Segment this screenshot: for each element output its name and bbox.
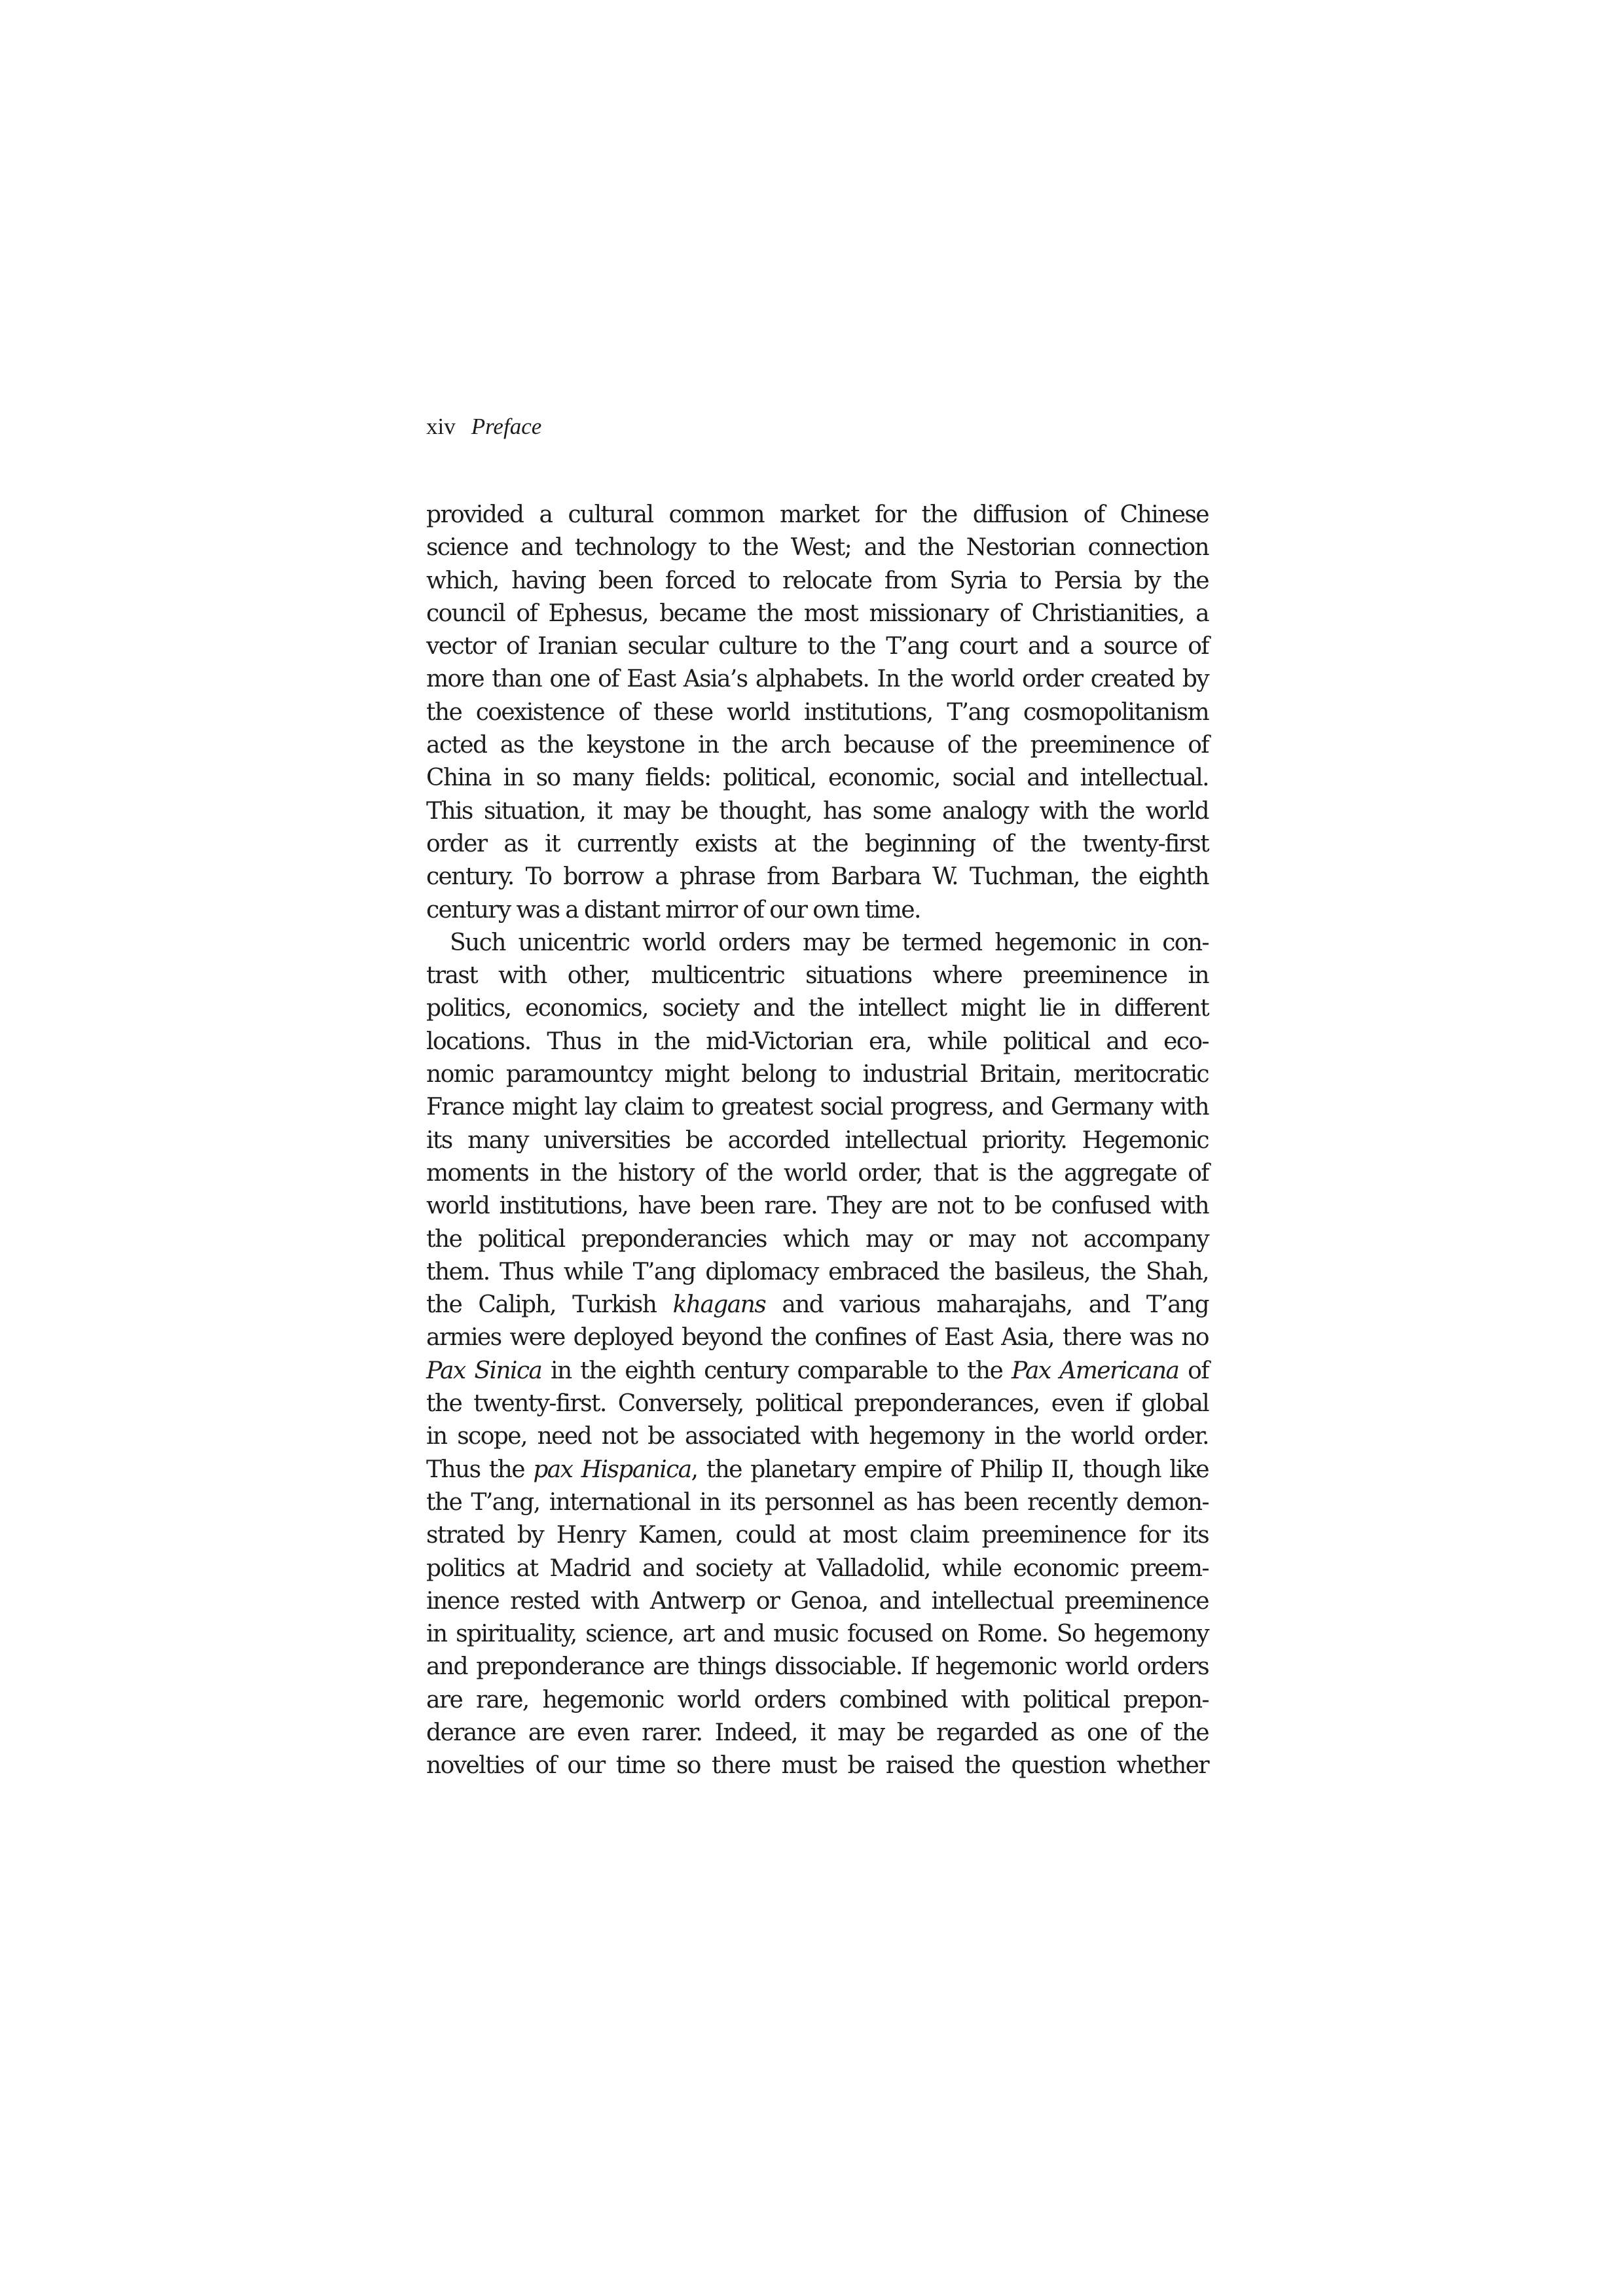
text-line [426,1585,1209,1618]
text-line [426,1157,1209,1190]
text-line [426,729,1209,762]
text-run: Such unicentric world orders may be termed hegemonic in con- [450,929,1209,956]
text-run: politics, economics, society and the intellect might lie in different [426,995,1209,1022]
text-run: the T’ang, international in its personnel as has been recently demon- [426,1488,1209,1516]
text-run: moments in the history of the world order, that is the aggregate of [426,1159,1209,1187]
text-line [426,762,1209,795]
italic-term: khagans [672,1291,766,1319]
text-line [426,960,1209,992]
text-run: politics at Madrid and society at Valladolid, while economic preem- [426,1554,1209,1582]
text-line [426,1552,1209,1585]
text-run: the twenty-first. Conversely, political preponderances, even if global [426,1390,1209,1418]
text-run: , the planetary empire of Philip II, though like [691,1456,1209,1483]
text-line [426,598,1209,630]
text-run: in the eighth century comparable to the [541,1357,1012,1384]
text-line [426,1026,1209,1058]
text-run: council of Ephesus, became the most missionary of Christianities, a [426,600,1209,627]
text-run: in spirituality, science, art and music focused on Rome. So hegemony [426,1621,1209,1648]
text-run: its many universities be accorded intellectual priority. Hegemonic [426,1126,1209,1154]
text-run: Thus the [426,1456,534,1483]
text-line [426,1321,1209,1354]
text-run: vector of Iranian secular culture to the T’ang court and a source of [426,633,1209,660]
text-run: strated by Henry Kamen, could at most claim preeminence for its [426,1522,1209,1549]
text-line [426,1651,1209,1683]
text-run: trast with other, multicentric situations where preeminence in [426,962,1209,990]
text-line [426,1355,1209,1388]
text-run: of [1178,1357,1209,1384]
text-line [426,1058,1209,1091]
text-line [426,531,1209,564]
text-run: derance are even rarer. Indeed, it may be regarded as one of the [426,1719,1209,1746]
section-title: Preface [471,414,542,439]
text-line [426,499,1209,531]
text-line [426,565,1209,598]
text-line [426,663,1209,696]
text-line [426,1618,1209,1651]
text-line [426,1223,1209,1256]
text-run: science and technology to the West; and the Nestorian connection [426,534,1209,562]
text-line [426,1124,1209,1157]
text-run: the Caliph, Turkish [426,1291,673,1319]
text-run: the political preponderancies which may or may not accompany [426,1225,1209,1253]
text-line [426,927,1209,960]
text-run: world institutions, have been rare. They are not to be confused with [426,1193,1209,1220]
text-line [426,1519,1209,1552]
text-run: more than one of East Asia’s alphabets. In the world order created by [426,666,1209,693]
text-run: them. Thus while T’ang diplomacy embraced the basileus, the Shah, [426,1258,1209,1285]
text-run: provided a cultural common market for the diffusion of Chinese [426,501,1209,528]
body-text [426,499,1209,1783]
italic-term: Pax Sinica [426,1357,542,1384]
text-line [426,828,1209,861]
text-run: which, having been forced to relocate from Syria to Persia by the [426,567,1209,594]
page-number: xiv [426,414,456,439]
text-run: century was a distant mirror of our own time. [426,896,921,924]
text-run: order as it currently exists at the beginning of the twenty-first [426,830,1209,857]
text-line [426,630,1209,663]
text-line [426,1454,1209,1486]
text-line [426,1190,1209,1223]
text-line [426,1091,1209,1124]
text-run: are rare, hegemonic world orders combined with political prepon- [426,1686,1209,1713]
text-run: France might lay claim to greatest social progress, and Germany with [426,1094,1209,1121]
text-run: novelties of our time so there must be raised the question whether [426,1752,1209,1780]
text-run: acted as the keystone in the arch because of the preeminence of [426,732,1209,759]
text-line [426,1388,1209,1420]
text-run: and preponderance are things dissociable. If hegemonic world orders [426,1653,1209,1681]
text-line [426,1717,1209,1749]
text-line [426,861,1209,893]
text-line [426,1289,1209,1321]
text-run: China in so many fields: political, economic, social and intellectual. [426,764,1209,792]
text-line [426,992,1209,1025]
text-line [426,1486,1209,1519]
italic-term: pax Hispanica [533,1456,691,1483]
text-run: century. To borrow a phrase from Barbara W. Tuchman, the eighth [426,863,1209,891]
text-run: and various maharajahs, and T’ang [765,1291,1209,1319]
text-run: in scope, need not be associated with hegemony in the world order. [426,1423,1209,1450]
text-run: armies were deployed beyond the confines of East Asia, there was no [426,1324,1209,1352]
text-run: nomic paramountcy might belong to industrial Britain, meritocratic [426,1061,1209,1088]
text-line [426,1684,1209,1717]
text-line [426,696,1209,729]
text-line [426,1256,1209,1289]
text-line [426,1420,1209,1453]
text-line [426,894,1209,927]
text-run: inence rested with Antwerp or Genoa, and intellectual preeminence [426,1587,1209,1615]
text-line [426,795,1209,828]
running-head [426,414,541,440]
text-run: the coexistence of these world institutions, T’ang cosmopolitanism [426,698,1209,726]
text-run: locations. Thus in the mid-Victorian era, while political and eco- [426,1028,1209,1055]
text-line [426,1749,1209,1782]
text-run: This situation, it may be thought, has some analogy with the world [426,797,1209,825]
italic-term: Pax Americana [1012,1357,1179,1384]
